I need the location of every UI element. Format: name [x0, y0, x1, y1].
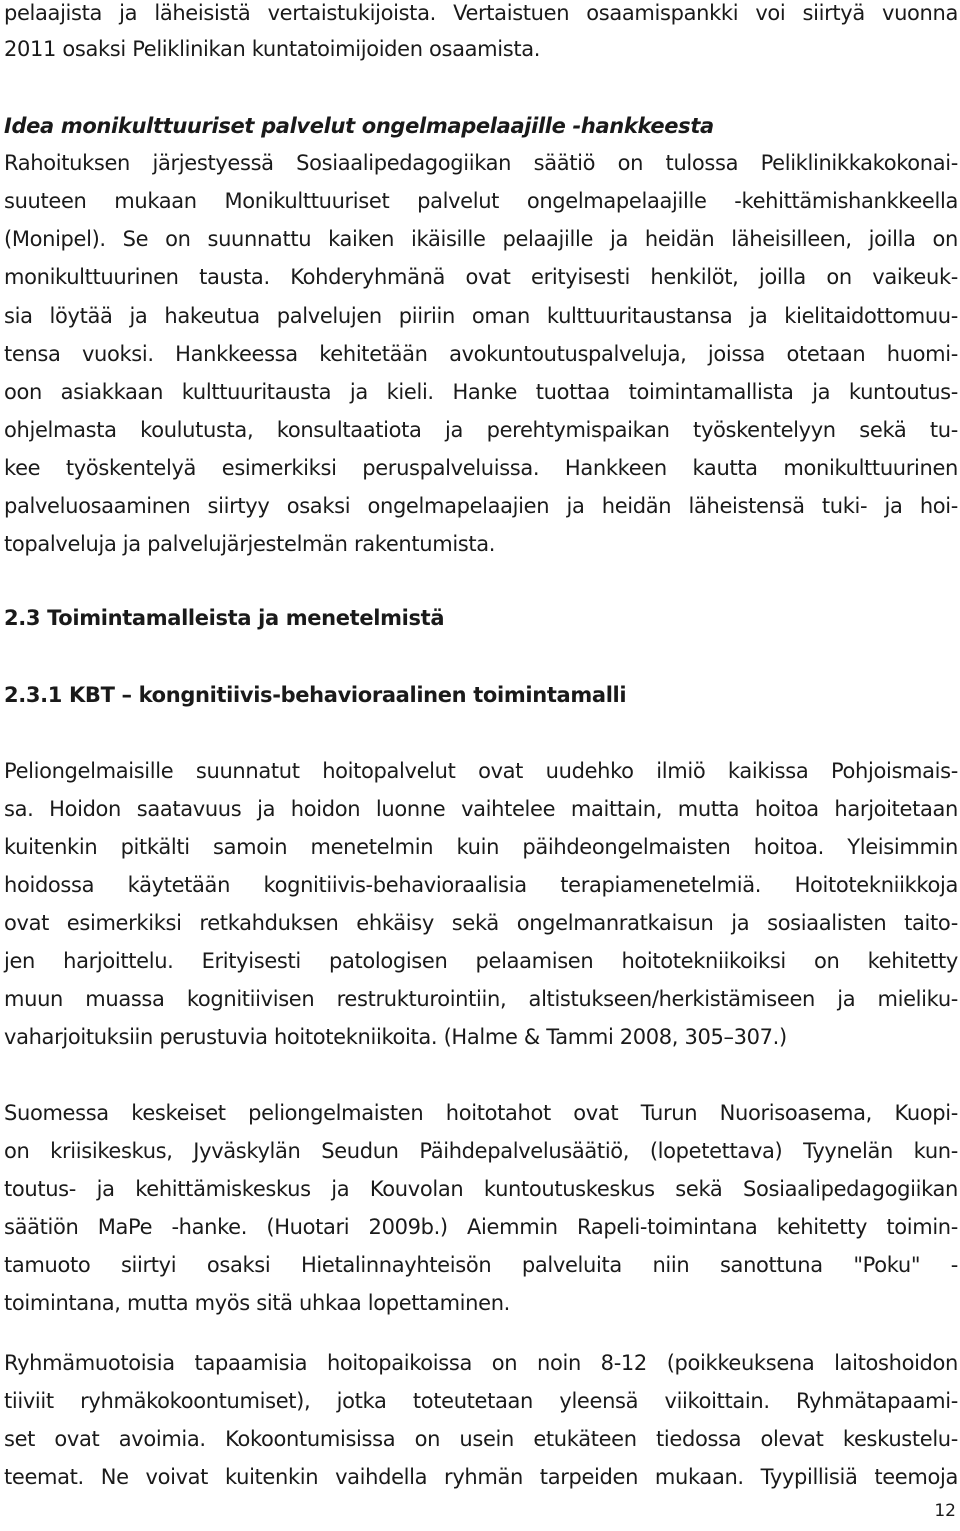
- text-line: muun muassa kognitiivisen restrukturointiin, altistukseen/herkistämiseen ja mieliku-: [4, 987, 958, 1011]
- text-line: säätiön MaPe -hanke. (Huotari 2009b.) Aiemmin Rapeli-toimintana kehitetty toimin-: [4, 1215, 958, 1239]
- text-line: tensa vuoksi. Hankkeessa kehitetään avokuntoutuspalveluja, joissa otetaan huomi-: [4, 342, 958, 366]
- text-line: Ryhmämuotoisia tapaamisia hoitopaikoissa on noin 8-12 (poikkeuksena laitoshoidon: [4, 1351, 958, 1375]
- text-line: palveluosaaminen siirtyy osaksi ongelmapelaajien ja heidän läheistensä tuki- ja hoi-: [4, 494, 958, 518]
- text-line: kuitenkin pitkälti samoin menetelmin kuin päihdeongelmaisten hoitoa. Yleisimmin: [4, 835, 958, 859]
- text-line: toimintana, mutta myös sitä uhkaa lopettaminen.: [4, 1291, 510, 1315]
- text-line: sia löytää ja hakeutua palvelujen piiriin oman kulttuuritaustansa ja kielitaidottomuu-: [4, 304, 958, 328]
- text-line: oon asiakkaan kulttuuritausta ja kieli. Hanke tuottaa toimintamallista ja kuntoutus-: [4, 380, 958, 404]
- text-line: Peliongelmaisille suunnatut hoitopalvelut ovat uudehko ilmiö kaikissa Pohjoismais-: [4, 759, 958, 783]
- text-line: ohjelmasta koulutusta, konsultaatiota ja perehtymispaikan työskentelyyn sekä tu-: [4, 418, 958, 442]
- text-line: monikulttuurinen tausta. Kohderyhmänä ovat erityisesti henkilöt, joilla on vaikeuk-: [4, 265, 958, 289]
- text-line: Suomessa keskeiset peliongelmaisten hoitotahot ovat Turun Nuorisoasema, Kuopi-: [4, 1101, 958, 1125]
- subsection-heading: Idea monikulttuuriset palvelut ongelmapelaajille -hankkeesta: [4, 114, 714, 138]
- text-line: tiiviit ryhmäkokoontumiset), jotka toteutetaan yleensä viikoittain. Ryhmätapaami-: [4, 1389, 958, 1413]
- text-line: suuteen mukaan Monikulttuuriset palvelut ongelmapelaajille -kehittämishankkeella: [4, 189, 958, 213]
- text-line: jen harjoittelu. Erityisesti patologisen pelaamisen hoitotekniikoiksi on kehitetty: [4, 949, 958, 973]
- text-line: hoidossa käytetään kognitiivis-behavioraalisia terapiamenetelmiä. Hoitotekniikkoja: [4, 873, 958, 897]
- text-line: Rahoituksen järjestyessä Sosiaalipedagogiikan säätiö on tulossa Peliklinikkakokonai-: [4, 151, 958, 175]
- text-line: kee työskentelyä esimerkiksi peruspalveluissa. Hankkeen kautta monikulttuurinen: [4, 456, 958, 480]
- text-line: teemat. Ne voivat kuitenkin vaihdella ryhmän tarpeiden mukaan. Tyypillisiä teemoja: [4, 1465, 958, 1489]
- text-line: 2011 osaksi Peliklinikan kuntatoimijoiden osaamista.: [4, 37, 541, 61]
- text-line: set ovat avoimia. Kokoontumisissa on usein etukäteen tiedossa olevat keskustelu-: [4, 1427, 958, 1451]
- section-heading: 2.3 Toimintamalleista ja menetelmistä: [4, 606, 445, 630]
- text-line: ovat esimerkiksi retkahduksen ehkäisy sekä ongelmanratkaisun ja sosiaalisten taito-: [4, 911, 958, 935]
- text-line: pelaajista ja läheisistä vertaistukijoista. Vertaistuen osaamispankki voi siirtyä vuonna: [4, 1, 958, 25]
- text-line: on kriisikeskus, Jyväskylän Seudun Päihdepalvelusäätiö, (lopetettava) Tyynelän kun-: [4, 1139, 958, 1163]
- text-line: tamuoto siirtyi osaksi Hietalinnayhteisön palveluita niin sanottuna "Poku" -: [4, 1253, 958, 1277]
- section-heading: 2.3.1 KBT – kongnitiivis-behavioraalinen toimintamalli: [4, 683, 627, 707]
- text-line: (Monipel). Se on suunnattu kaiken ikäisille pelaajille ja heidän läheisilleen, joilla on: [4, 227, 958, 251]
- text-line: vaharjoituksiin perustuvia hoitotekniikoita. (Halme & Tammi 2008, 305–307.): [4, 1025, 787, 1049]
- text-line: topalveluja ja palvelujärjestelmän rakentumista.: [4, 532, 496, 556]
- text-line: sa. Hoidon saatavuus ja hoidon luonne vaihtelee maittain, mutta hoitoa harjoitetaan: [4, 797, 958, 821]
- text-line: toutus- ja kehittämiskeskus ja Kouvolan kuntoutuskeskus sekä Sosiaalipedagogiikan: [4, 1177, 958, 1201]
- page-number: 12: [934, 1501, 956, 1521]
